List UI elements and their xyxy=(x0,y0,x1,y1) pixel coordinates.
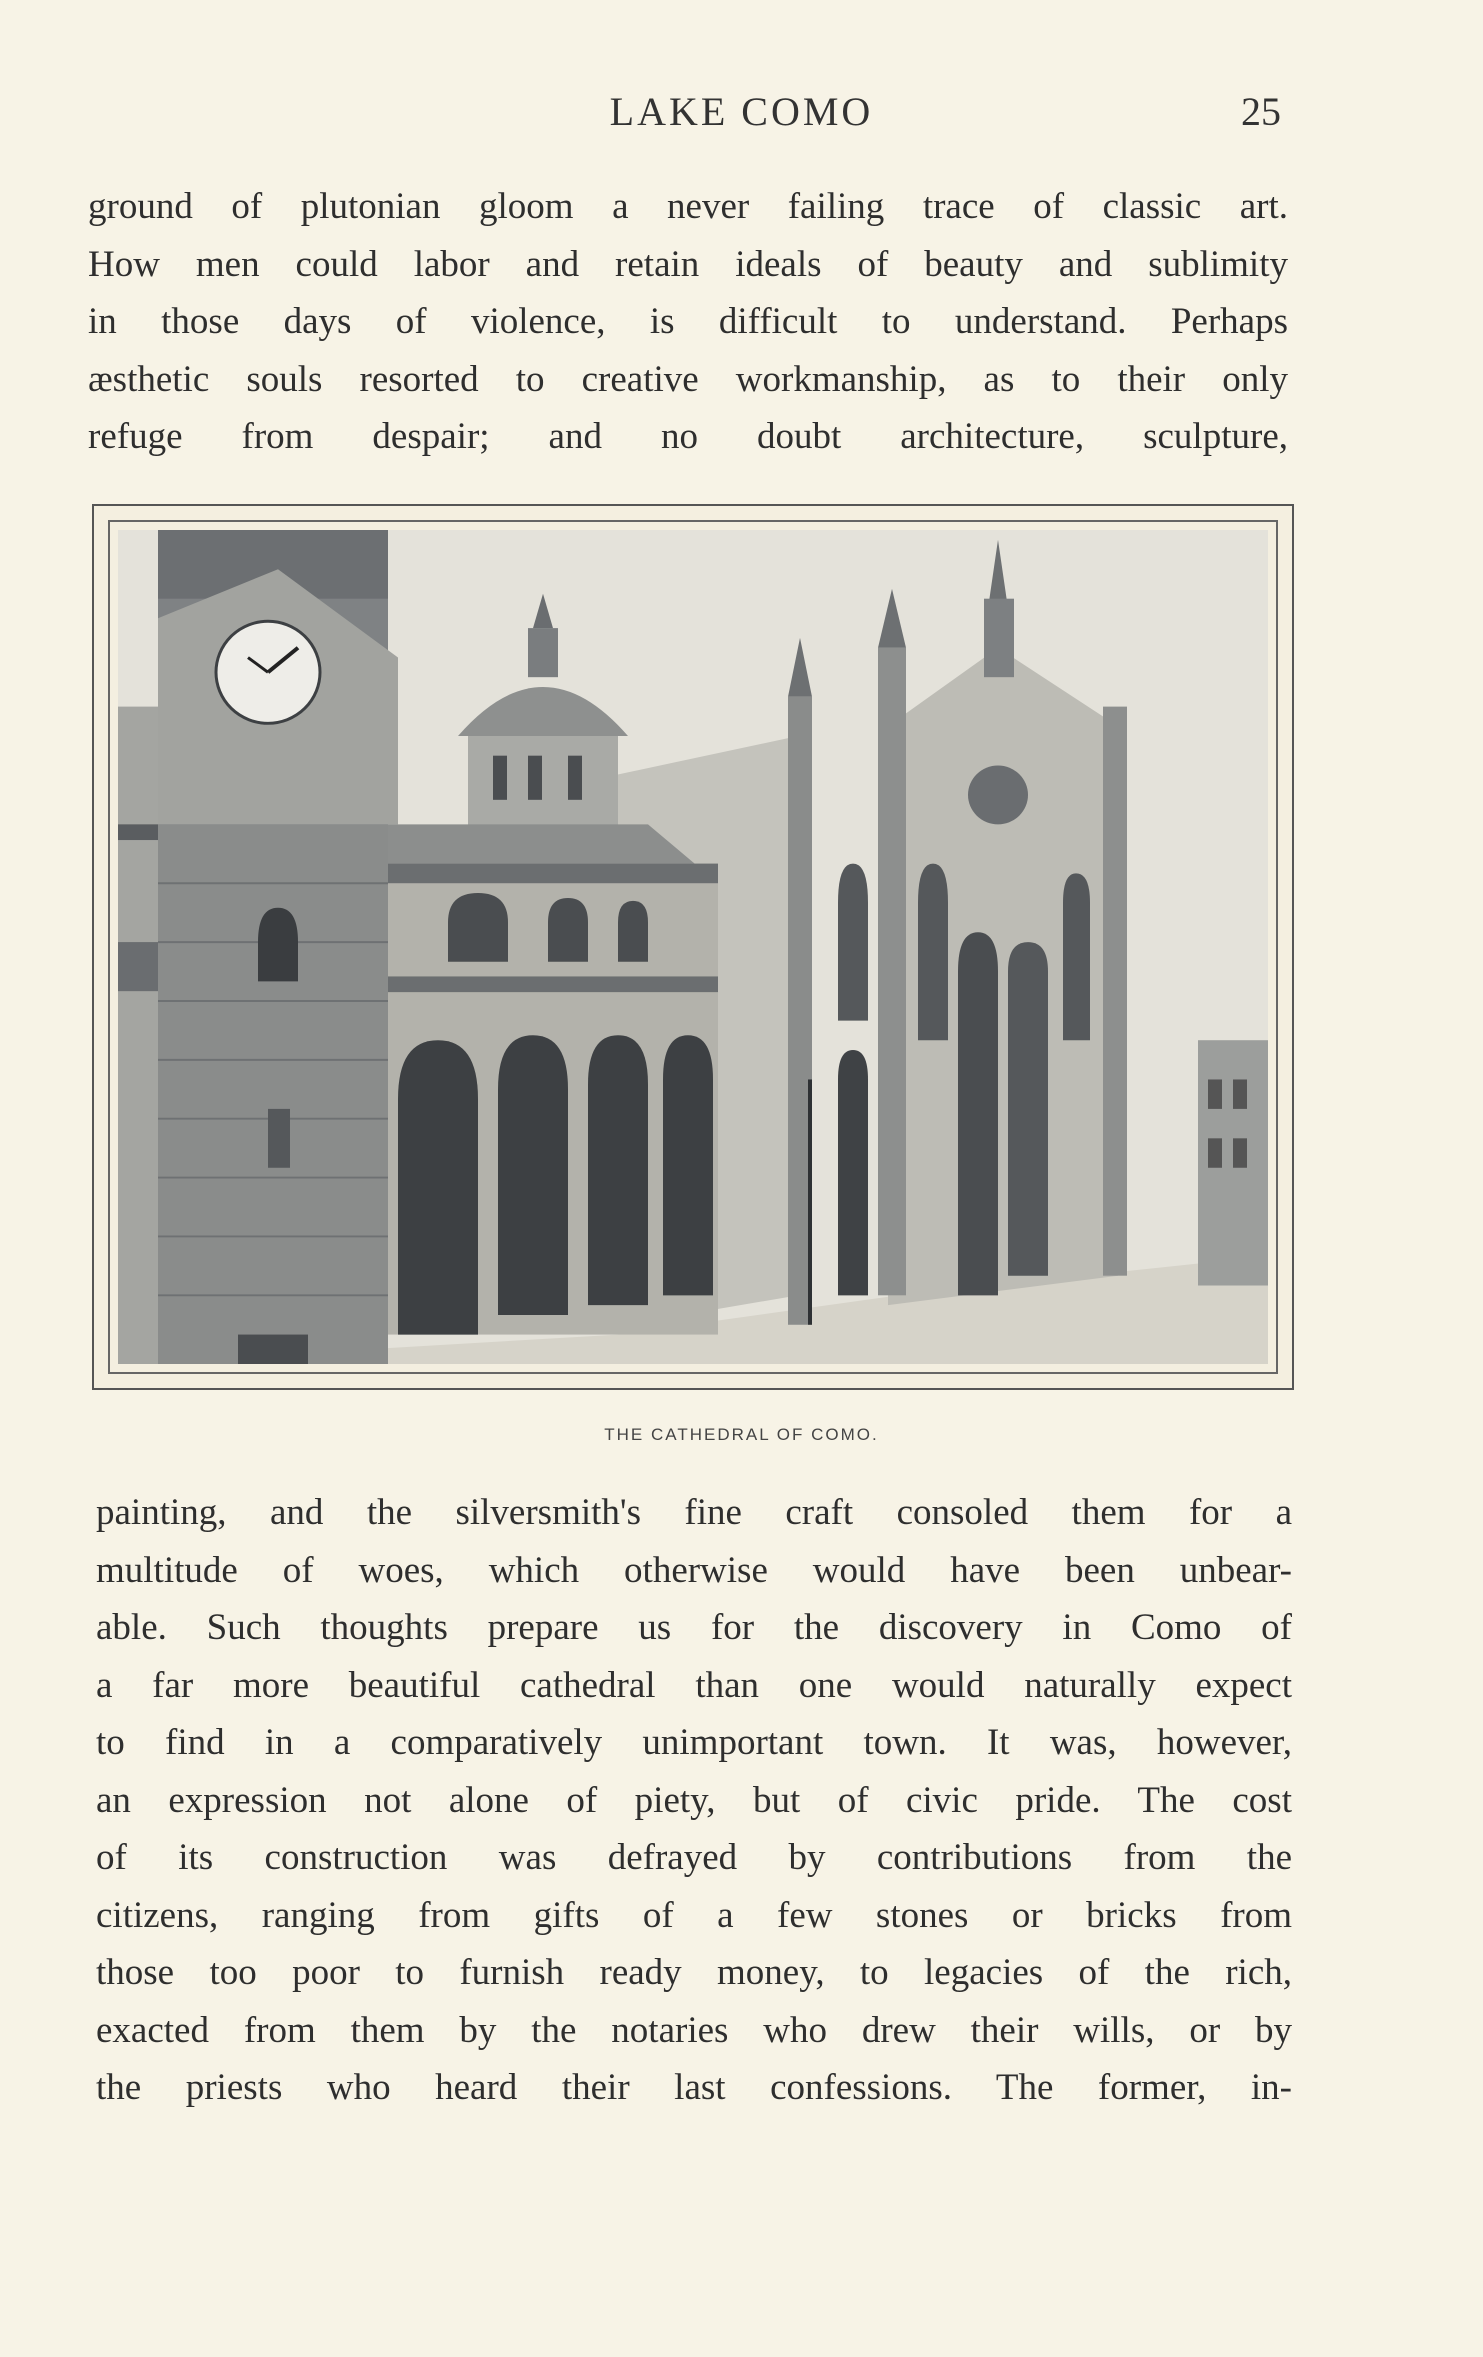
running-title: LAKE COMO xyxy=(609,89,874,134)
text-line: the priests who heard their last confessions. The former, in- xyxy=(96,2067,1292,2108)
plate-inner-border xyxy=(108,520,1278,1374)
text-line: ground of plutonian gloom a never failing trace of classic art. xyxy=(88,186,1288,227)
cathedral-illustration xyxy=(118,530,1268,1364)
text-line: citizens, ranging from gifts of a few stones or bricks from xyxy=(96,1894,1292,1936)
text-line: those too poor to furnish ready money, to legacies of the rich, xyxy=(96,1952,1292,1993)
text-line: in those days of violence, is difficult to understand. Perhaps xyxy=(88,301,1288,342)
text-line: æsthetic souls resorted to creative workmanship, as to their only xyxy=(88,358,1288,400)
text-line: an expression not alone of piety, but of civic pride. The cost xyxy=(96,1779,1292,1821)
plate-frame xyxy=(92,504,1294,1390)
cathedral-photograph xyxy=(118,530,1268,1364)
text-line: a far more beautiful cathedral than one would naturally expect xyxy=(96,1664,1292,1706)
text-line: refuge from despair; and no doubt architecture, sculpture, xyxy=(88,416,1288,457)
text-line: painting, and the silversmith's fine craft consoled them for a xyxy=(96,1492,1292,1533)
text-line: multitude of woes, which otherwise would have been unbear- xyxy=(96,1549,1292,1591)
text-line: able. Such thoughts prepare us for the discovery in Como of xyxy=(96,1607,1292,1648)
text-line: to find in a comparatively unimportant town. It was, however, xyxy=(96,1722,1292,1763)
text-line: exacted from them by the notaries who drew their wills, or by xyxy=(96,2009,1292,2051)
page-number: 25 xyxy=(1241,89,1281,134)
plate-caption: THE CATHEDRAL OF COMO. xyxy=(604,1425,879,1444)
bottom-paragraph xyxy=(96,1484,1292,2117)
text-line: How men could labor and retain ideals of beauty and sublimity xyxy=(88,243,1288,285)
running-head xyxy=(0,88,1483,138)
text-line: of its construction was defrayed by contributions from the xyxy=(96,1837,1292,1878)
top-paragraph xyxy=(88,178,1288,466)
